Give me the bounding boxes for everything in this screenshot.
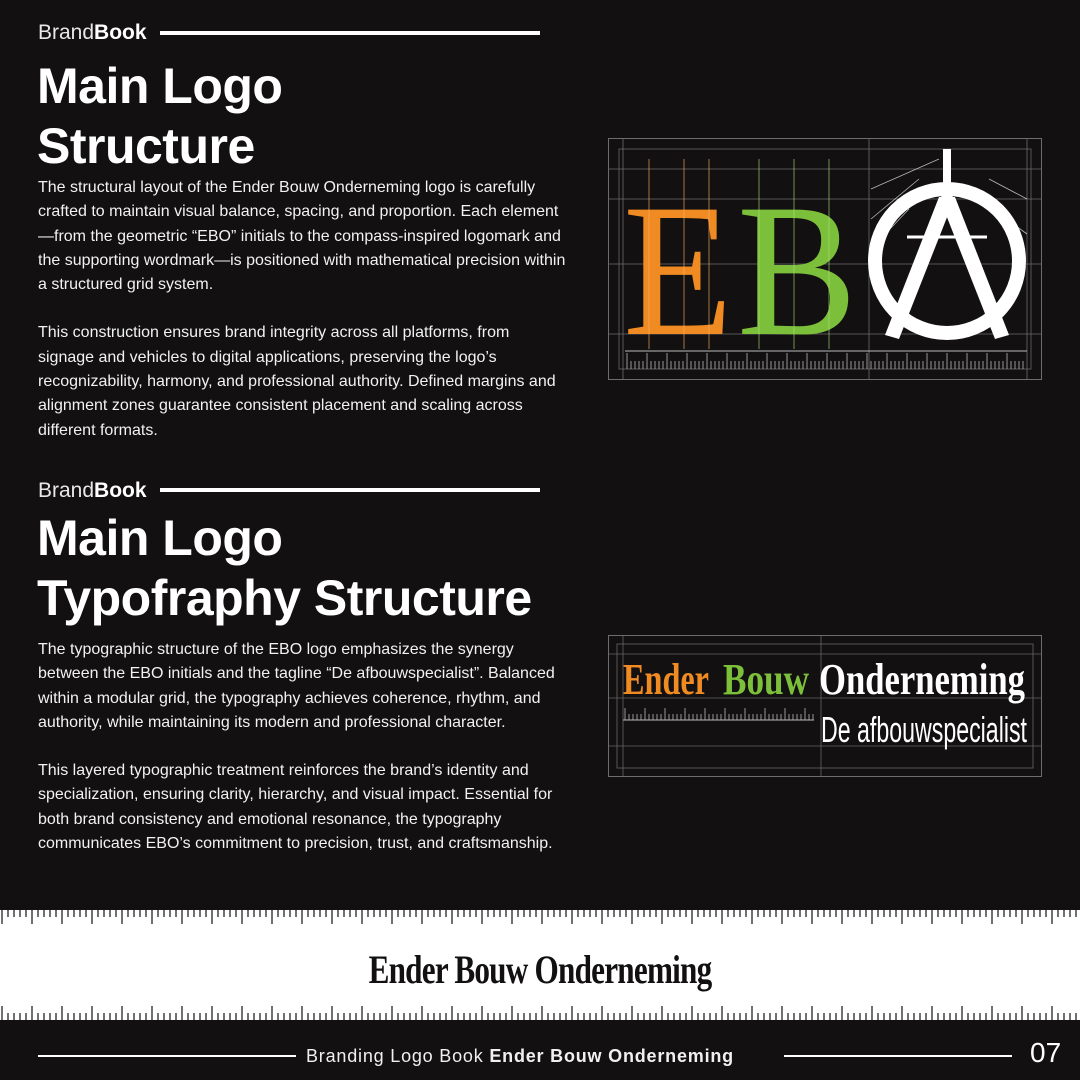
page-number: 07 <box>1030 1037 1062 1068</box>
logo-letter-b: B <box>737 166 857 376</box>
section1-paragraph-2: This construction ensures brand integrity across all platforms, from signage and vehicles to digital applications, preserving the logo’s recognizability, harmony, and professional authority. Defined margins and alignment zones guarantee consistent placement and scaling across different formats. <box>38 324 556 439</box>
section2-paragraph-2: This layered typographic treatment reinforces the brand’s identity and specialization, ensuring clarity, hierarchy, and visual impact. Essential for both brand consistency and emotional resonance, the typography communicates EBO’s commitment to precision, trust, and craftsmanship. <box>38 762 553 853</box>
logo-structure-figure <box>608 138 1042 380</box>
brandbook-label-middle: BrandBook <box>38 479 147 502</box>
wordmark-structure-figure <box>608 635 1042 777</box>
section1-title: Main Logo Structure <box>37 58 283 174</box>
footer-rule-left <box>38 1055 296 1057</box>
section2-title: Main Logo Typofraphy Structure <box>37 510 532 626</box>
wordmark-ender: Ender <box>623 655 709 704</box>
band-wordmark: Ender Bouw Onderneming <box>368 947 712 992</box>
footer-caption: Branding Logo Book Ender Bouw Onderneming <box>306 1046 734 1066</box>
header-rule-top <box>160 31 540 35</box>
wordmark-band <box>0 910 1080 1020</box>
brandbook-label-top: BrandBook <box>38 21 147 44</box>
compass-icon <box>871 149 1027 339</box>
section1-paragraph-1: The structural layout of the Ender Bouw Onderneming logo is carefully crafted to maintain visual balance, spacing, and proportion. Each element—from the geometric “EBO” initials to the compass-inspired logomark and the supporting wordmark—is positioned with mathematical precision within a structured grid system. <box>38 179 566 294</box>
wordmark-onderneming: Onderneming <box>819 655 1025 704</box>
wordmark-structure-svg <box>609 636 1041 776</box>
logo-letter-e: E <box>623 166 733 376</box>
wordmark-bouw: Bouw <box>723 655 810 704</box>
wordmark-tagline: De afbouwspecialist <box>821 709 1027 750</box>
wordmark-ruler <box>623 708 814 720</box>
section2-paragraph-1: The typographic structure of the EBO logo emphasizes the synergy between the EBO initials and the tagline “De afbouwspecialist”. Balanced within a modular grid, the typography achieves coherence, rhythm, and authority, while maintaining its modern and professional character. <box>38 641 555 731</box>
footer-rule-right <box>784 1055 1012 1057</box>
section2-body <box>38 638 578 856</box>
logo-structure-svg <box>609 139 1041 379</box>
header-rule-middle <box>160 488 540 492</box>
section1-body <box>38 176 568 443</box>
